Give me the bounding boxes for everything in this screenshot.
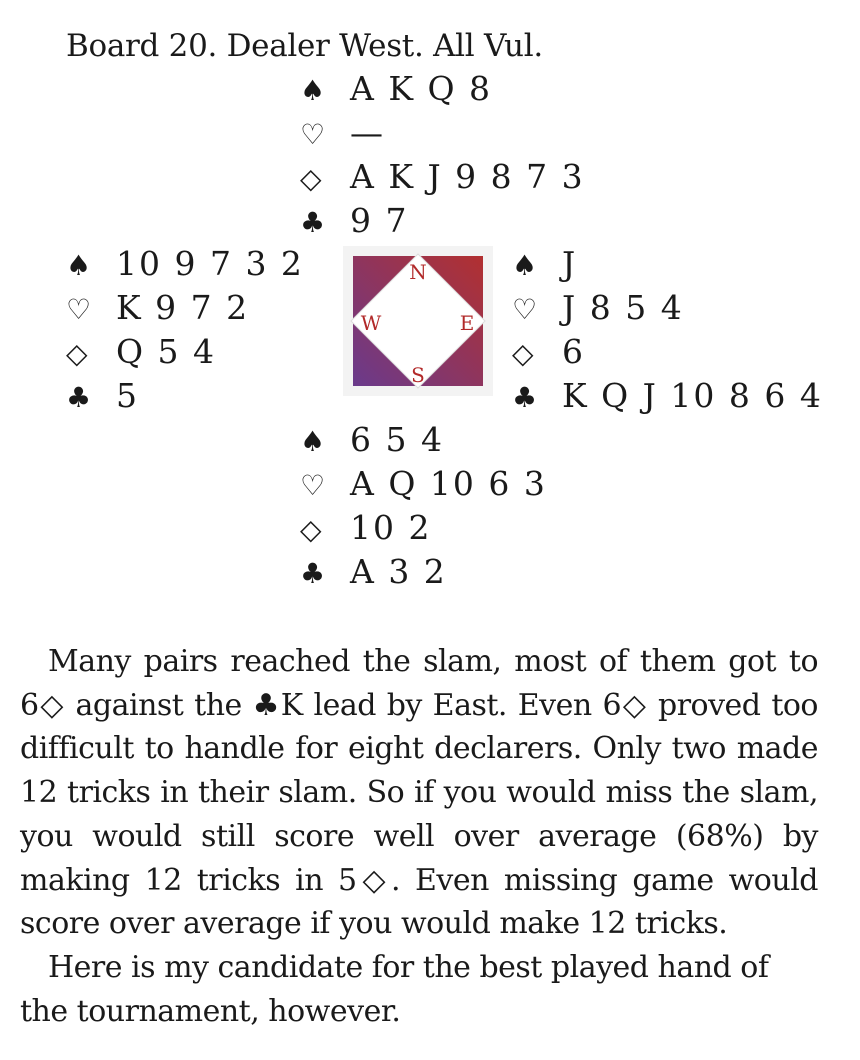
north-diamonds-row (300, 155, 585, 199)
south-spades: 6 5 4 (350, 420, 444, 459)
club-icon: ♣ (512, 381, 538, 414)
spade-icon: ♠ (300, 74, 326, 107)
west-spades-row (66, 242, 304, 286)
south-clubs-row (300, 550, 547, 594)
north-hand (300, 67, 585, 243)
compass-east-label: E (459, 311, 475, 335)
south-diamonds: 10 2 (350, 508, 432, 547)
spade-icon: ♠ (66, 249, 92, 282)
west-spades: 10 9 7 3 2 (116, 244, 304, 283)
west-hearts: K 9 7 2 (116, 288, 250, 327)
paragraph-commentary: Many pairs reached the slam, most of them got to 6◇ against the ♣K lead by East. Even 6◇ proved too difficult to handle for eight declarers. Only two made 12 tricks in their slam. So if you would miss the slam, you would still score well over average (68%) by making 12 tricks in 5◇. Even missing game would score over average if you would make 12 tricks. (20, 644, 818, 942)
west-hearts-row (66, 286, 304, 330)
north-spades-row (300, 67, 585, 111)
west-diamonds: Q 5 4 (116, 332, 217, 371)
heart-icon: ♡ (66, 293, 92, 326)
board-title: Board 20. Dealer West. All Vul. (66, 28, 543, 64)
compass-south-label: S (411, 363, 425, 387)
diamond-icon: ◇ (300, 162, 322, 195)
east-spades: J (562, 244, 578, 283)
compass-west-label: W (360, 311, 382, 335)
diamond-icon: ◇ (512, 337, 534, 370)
south-hearts: A Q 10 6 3 (350, 464, 547, 503)
east-hand (512, 242, 823, 418)
spade-icon: ♠ (512, 249, 538, 282)
diamond-icon: ◇ (300, 513, 322, 546)
east-clubs-row (512, 374, 823, 418)
east-spades-row (512, 242, 823, 286)
north-clubs-row (300, 199, 585, 243)
south-spades-row (300, 418, 547, 462)
diamond-icon: ◇ (66, 337, 88, 370)
west-hand (66, 242, 304, 418)
east-hearts-row (512, 286, 823, 330)
south-hand (300, 418, 547, 594)
heart-icon: ♡ (300, 469, 326, 502)
west-clubs-row (66, 374, 304, 418)
club-icon: ♣ (300, 206, 326, 239)
compass-graphic (343, 246, 493, 396)
club-icon: ♣ (300, 557, 326, 590)
north-clubs: 9 7 (350, 201, 409, 240)
east-clubs: K Q J 10 8 6 4 (562, 376, 823, 415)
club-icon: ♣ (66, 381, 92, 414)
west-clubs: 5 (116, 376, 139, 415)
south-diamonds-row (300, 506, 547, 550)
west-diamonds-row (66, 330, 304, 374)
south-hearts-row (300, 462, 547, 506)
east-hearts: J 8 5 4 (562, 288, 684, 327)
heart-icon: ♡ (300, 118, 326, 151)
north-hearts: — (350, 113, 385, 152)
north-hearts-row (300, 111, 585, 155)
compass-north-label: N (409, 260, 427, 284)
north-diamonds: A K J 9 8 7 3 (350, 157, 585, 196)
east-diamonds: 6 (562, 332, 585, 371)
south-clubs: A 3 2 (350, 552, 447, 591)
north-spades: A K Q 8 (350, 69, 493, 108)
heart-icon: ♡ (512, 293, 538, 326)
compass-diagram (343, 246, 493, 396)
body-text (20, 640, 818, 1033)
east-diamonds-row (512, 330, 823, 374)
spade-icon: ♠ (300, 425, 326, 458)
paragraph-candidate: Here is my candidate for the best played hand of the tournament, however. (20, 949, 769, 1029)
